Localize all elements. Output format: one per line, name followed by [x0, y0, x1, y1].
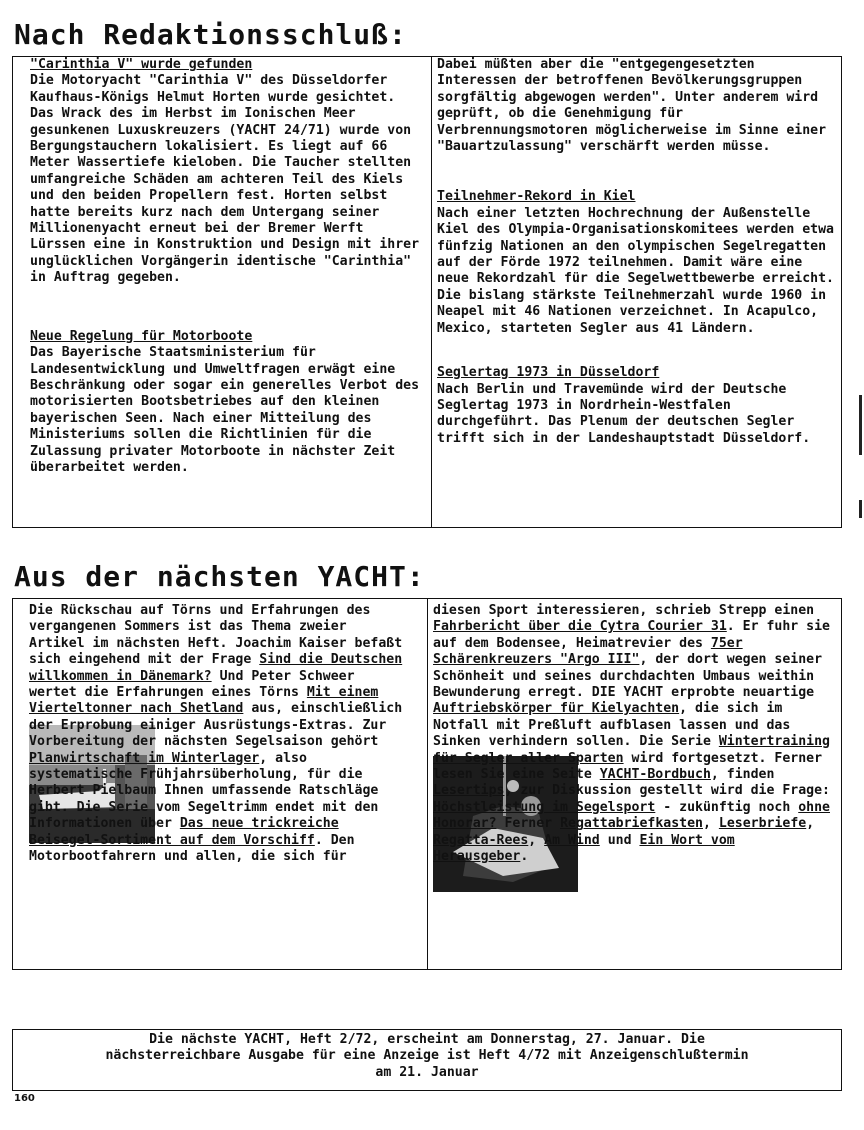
text-run: , die sich im Notfall mit Preßluft aufblasen lassen und das Sinken verhindern sollen. Die Serie: [433, 701, 791, 750]
article-link-argo-iii[interactable]: 75er Schärenkreuzers "Argo III": [433, 635, 743, 668]
page-number: 160: [14, 1093, 35, 1104]
text-run: ,: [702, 816, 719, 832]
article-link-regatta-rees[interactable]: Regatta-Rees: [433, 832, 529, 848]
text-run: , also systematische Frühjahrsüberholung, für die Herbert Pielbaum Ihnen umfassende Ratschläge gibt. Die Serie vom Segeltrimm endet mit den Informationen über: [29, 750, 379, 832]
article-link-daenemark[interactable]: Sind die Deutschen willkommen in Dänemark?: [29, 652, 403, 684]
text-run: wird fortgesetzt. Ferner lesen Sie eine Seite: [433, 750, 823, 783]
text-run: Die Rückschau auf Törns und Erfahrungen des vergangenen Sommers ist das Thema zweier Artikel im nächsten Heft. Joachim Kaiser befaßt sich eingehend mit der Frage: [29, 603, 403, 668]
article-body: Das Bayerische Staatsministerium für Landesentwicklung und Umweltfragen erwägt eine Beschränkung oder sogar ein generelles Verbot des motorisierten Bootsbetriebes auf den kleinen bayerischen Seen. Nach einer Mitteilung des Ministeriums sollen die Richtlinien für die Zulassung privater Motorboote in nächster Zeit überarbeitet werden.: [30, 345, 420, 475]
column-divider: [427, 599, 428, 969]
text-run: Und Peter Schweer wertet die Erfahrungen eines Törns: [29, 668, 355, 701]
article-link-honorar[interactable]: ohne Honorar?: [433, 799, 830, 832]
text-run: . Den Motorbootfahrern und allen, die sich für: [29, 832, 355, 865]
article-body: Dabei müßten aber die "entgegengesetzten Interessen der betroffenen Bevölkerungsgruppen sorgfältig abgewogen werden". Unter anderem wird geprüft, ob die Genehmigung für Verbrennungsmotoren möglicherweise im Sinne einer "Bauartzulassung" verschärft werden müsse.: [437, 57, 827, 155]
article-link-bordbuch[interactable]: YACHT-Bordbuch: [599, 767, 711, 783]
article-link-shetland[interactable]: Mit einem Vierteltonner nach Shetland: [29, 685, 379, 717]
article-carinthia: [30, 57, 424, 287]
article-link-regattabriefkasten[interactable]: Regattabriefkasten: [560, 816, 703, 832]
text-run: . Er fuhr sie auf dem Bodensee, Heimatrevier des: [433, 619, 830, 651]
notice-line: Die nächste YACHT, Heft 2/72, erscheint am Donnerstag, 27. Januar. Die: [149, 1032, 705, 1047]
text-run: , zur Diskussion gestellt wird die Frage:: [504, 783, 830, 799]
notice-line: am 21. Januar: [375, 1064, 479, 1080]
preview-text-left: [29, 603, 409, 866]
article-link-beisegel[interactable]: Das neue trickreiche Beisegel-Sortiment auf dem Vorschiff: [29, 816, 339, 848]
article-body: Nach Berlin und Travemünde wird der Deutsche Seglertag 1973 in Nordrhein-Westfalen durchgeführt. Das Plenum der deutschen Segler trifft sich in der Landeshauptstadt Düsseldorf.: [437, 381, 811, 446]
scan-edge-mark: [859, 395, 862, 455]
section-heading-redaktionsschluss: Nach Redaktionsschluß:: [14, 18, 407, 51]
article-title: Seglertag 1973 in Düsseldorf: [437, 365, 660, 381]
text-run: und: [599, 832, 640, 848]
text-run: Ferner: [496, 816, 561, 832]
article-motorboote: [30, 329, 424, 477]
notice-line: nächsterreichbare Ausgabe für eine Anzeige ist Heft 4/72 mit Anzeigenschlußtermin: [105, 1048, 749, 1064]
article-link-am-wind[interactable]: Am Wind: [544, 832, 600, 848]
article-body: Die Motoryacht "Carinthia V" des Düsseldorfer Kaufhaus-Königs Helmut Horten wurde gesichtet. Das Wrack des im Herbst im Ionischen Meer gesunkenen Luxuskreuzers (YACHT 24/71) wurde von Bergungstauchern lokalisiert. Es liegt auf 66 Meter Wassertiefe kieloben. Die Taucher stellten umfangreiche Schäden am achteren Teil des Kiels und den beiden Propellern fest. Horten selbst hatte bereits kurz nach dem Untergang seiner Millionenyacht erneut bei der Bremer Werft Lürssen eine in Konstruktion und Design mit ihrer unglücklichen Vorgängerin identische "Carinthia" in Auftrag gegeben.: [30, 73, 420, 286]
article-seglertag: [437, 365, 837, 447]
article-link-winterlager[interactable]: Planwirtschaft im Winterlager: [29, 750, 260, 766]
article-title: "Carinthia V" wurde gefunden: [30, 57, 253, 72]
article-link-herausgeber[interactable]: Ein Wort vom Herausgeber: [433, 832, 735, 865]
article-link-auftriebskoerper[interactable]: Auftriebskörper für Kielyachten: [433, 701, 680, 717]
article-link-cytra-courier[interactable]: Fahrbericht über die Cytra Courier 31: [433, 619, 727, 635]
column-left-redaktionsschluss: [30, 57, 424, 476]
text-run: , finden: [710, 767, 775, 783]
article-motorboote-continued: [437, 57, 837, 155]
text-run: ,: [806, 816, 815, 832]
article-teilnehmer-rekord: [437, 189, 837, 337]
article-link-lesertips[interactable]: Lesertips: [433, 783, 505, 799]
scan-edge-mark: [859, 500, 862, 518]
preview-text-right: [433, 603, 835, 866]
section-heading-naechste-yacht: Aus der nächsten YACHT:: [14, 560, 425, 593]
publication-notice-box: [12, 1029, 842, 1091]
text-run: .: [520, 849, 529, 865]
article-body: Nach einer letzten Hochrechnung der Außenstelle Kiel des Olympia-Organisationskomitees werden etwa fünfzig Nationen an den olympischen Segelregatten auf der Förde 1972 teilnehmen. Damit wäre eine neue Rekordzahl für die Segelwettbewerbe erreicht.: [437, 205, 834, 287]
text-run: diesen Sport interessieren, schrieb Strepp einen: [433, 603, 815, 618]
article-link-leserbriefe[interactable]: Leserbriefe: [718, 816, 807, 832]
column-left-naechste-yacht: [29, 603, 409, 866]
text-run: aus, einschließlich der Erprobung einiger Ausrüstungs-Extras. Zur Vorbereitung der nächsten Segelsaison gehört: [29, 701, 403, 750]
article-title: Neue Regelung für Motorboote: [30, 328, 253, 344]
text-run: , der dort wegen seiner Schönheit und seines durchdachten Umbaus weithin Bewunderung erregt. DIE YACHT erprobte neuartige: [433, 652, 823, 701]
article-link-hoechstleistung[interactable]: Höchstleistung im Segelsport: [433, 799, 656, 815]
column-right-naechste-yacht: [433, 603, 835, 866]
column-right-redaktionsschluss: [437, 57, 837, 447]
article-body-paragraph-2: Die bislang stärkste Teilnehmerzahl wurde 1960 in Neapel mit 46 Nationen verzeichnet. In Acapulco, Mexico, starteten Segler aus 41 Ländern.: [437, 287, 827, 336]
article-link-wintertraining[interactable]: Wintertraining für Segler aller Sparten: [433, 734, 830, 766]
article-title: Teilnehmer-Rekord in Kiel: [437, 189, 636, 205]
column-divider: [431, 57, 432, 527]
text-run: ,: [528, 832, 545, 848]
text-run: - zukünftig noch: [655, 799, 799, 815]
